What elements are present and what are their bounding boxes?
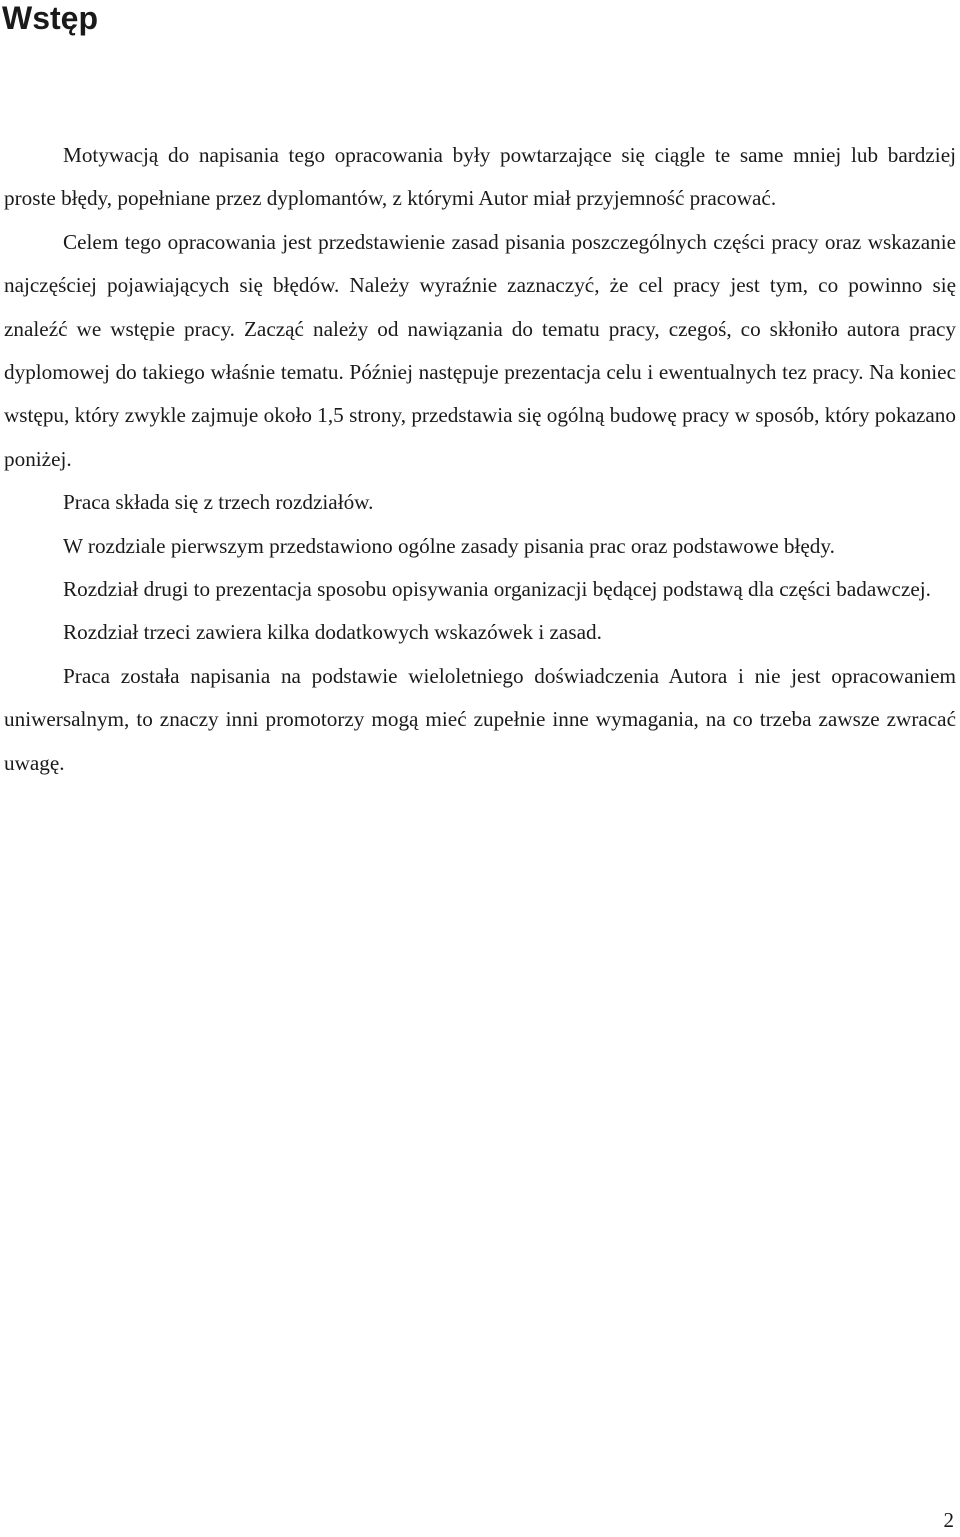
page-heading: Wstęp xyxy=(2,0,98,36)
paragraph-chapter-three: Rozdział trzeci zawiera kilka dodatkowych wskazówek i zasad. xyxy=(63,620,602,645)
paragraph-chapter-one: W rozdziale pierwszym przedstawiono ogólne zasady pisania prac oraz podstawowe błędy. xyxy=(63,533,835,558)
paragraph-closing: Praca została napisania na podstawie wieloletniego doświadczenia Autora i nie jest opracowaniem uniwersalnym, to znaczy inni promotorzy mogą mieć zupełnie inne wymagania, na co trzeba zawsze zwracać uwagę. xyxy=(4,663,956,775)
body-text xyxy=(4,134,956,785)
paragraph-structure: Praca składa się z trzech rozdziałów. xyxy=(63,490,374,515)
paragraph-chapter-two: Rozdział drugi to prezentacja sposobu opisywania organizacji będącej podstawą dla części badawczej. xyxy=(63,577,931,602)
page-number: 2 xyxy=(943,1508,954,1532)
paragraph-motivation: Motywacją do napisania tego opracowania były powtarzające się ciągle te same mniej lub bardziej proste błędy, popełniane przez dyplomantów, z którymi Autor miał przyjemność pracować. xyxy=(4,143,956,211)
paragraph-purpose: Celem tego opracowania jest przedstawienie zasad pisania poszczególnych części pracy oraz wskazanie najczęściej pojawiających się błędów. Należy wyraźnie zaznaczyć, że cel pracy jest tym, co powinno się znaleźć we wstępie pracy. Zacząć należy od nawiązania do tematu pracy, czegoś, co skłoniło autora pracy dyplomowej do takiego właśnie tematu. Później następuje prezentacja celu i ewentualnych tez pracy. Na koniec wstępu, który zwykle zajmuje około 1,5 strony, przedstawia się ogólną budowę pracy w sposób, który pokazano poniżej. xyxy=(4,229,956,471)
